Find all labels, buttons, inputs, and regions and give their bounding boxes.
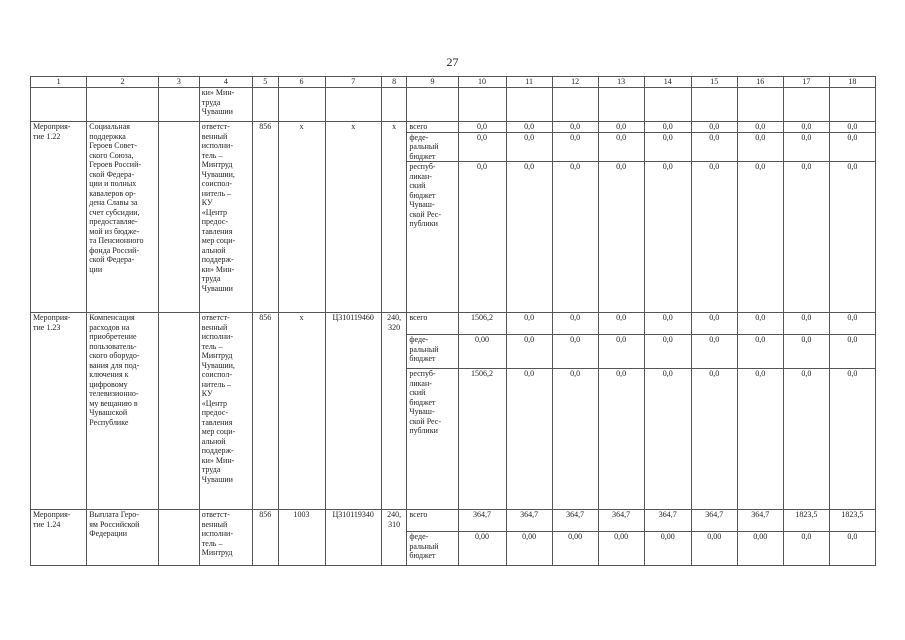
column-number-4: 4 bbox=[199, 77, 252, 88]
m123-value-3-col16: 0,0 bbox=[737, 369, 783, 510]
m124-measure-label: Мероприя- тие 1.24 bbox=[31, 510, 87, 566]
m123-value-1-col15: 0,0 bbox=[691, 313, 737, 335]
m123-value-3-col15: 0,0 bbox=[691, 369, 737, 510]
m123-value-1-col16: 0,0 bbox=[737, 313, 783, 335]
continuation-cell bbox=[158, 88, 199, 122]
m124-code-cell-blank bbox=[278, 532, 325, 566]
m123-value-3-col13: 0,0 bbox=[598, 369, 644, 510]
m123-value-2-col16: 0,0 bbox=[737, 335, 783, 369]
m123-value-3-col14: 0,0 bbox=[644, 369, 691, 510]
m122-value-1-col12: 0,0 bbox=[552, 122, 598, 133]
column-number-18: 18 bbox=[829, 77, 875, 88]
m123-value-3-col11: 0,0 bbox=[506, 369, 552, 510]
continuation-cell bbox=[552, 88, 598, 122]
m124-expense-type-code: 240, 310 bbox=[381, 510, 407, 532]
m122-target-article-code: х bbox=[325, 122, 381, 133]
m123-target-article-code: Ц310119460 bbox=[325, 313, 381, 335]
continuation-cell bbox=[252, 88, 278, 122]
m123-code-cell-blank bbox=[381, 369, 407, 510]
m123-funding-source-3: респуб- ликан- ский бюджет Чуваш- ской Рес- публики bbox=[407, 369, 458, 510]
continuation-cell bbox=[458, 88, 506, 122]
m122-code-cell-blank bbox=[381, 162, 407, 313]
m124-value-2-col17: 0,0 bbox=[783, 532, 829, 566]
continuation-cell bbox=[598, 88, 644, 122]
m122-measure-empty-col3 bbox=[158, 122, 199, 313]
m122-value-1-col15: 0,0 bbox=[691, 122, 737, 133]
m123-value-2-col15: 0,0 bbox=[691, 335, 737, 369]
m123-code-cell-blank bbox=[325, 369, 381, 510]
m123-value-2-col18: 0,0 bbox=[829, 335, 875, 369]
column-number-10: 10 bbox=[458, 77, 506, 88]
m123-funding-source-1: всего bbox=[407, 313, 458, 335]
m123-value-3-col18: 0,0 bbox=[829, 369, 875, 510]
m122-value-1-col17: 0,0 bbox=[783, 122, 829, 133]
m122-value-2-col14: 0,0 bbox=[644, 132, 691, 162]
m122-value-2-col16: 0,0 bbox=[737, 132, 783, 162]
m124-funding-source-1: всего bbox=[407, 510, 458, 532]
m123-section-code: х bbox=[278, 313, 325, 335]
continuation-cell bbox=[691, 88, 737, 122]
m123-code-cell-blank bbox=[278, 369, 325, 510]
m123-funding-source-2: феде- ральный бюджет bbox=[407, 335, 458, 369]
m122-value-3-col18: 0,0 bbox=[829, 162, 875, 313]
column-number-6: 6 bbox=[278, 77, 325, 88]
m123-value-3-col17: 0,0 bbox=[783, 369, 829, 510]
m123-value-2-col11: 0,0 bbox=[506, 335, 552, 369]
m122-value-2-col11: 0,0 bbox=[506, 132, 552, 162]
m124-value-1-col10: 364,7 bbox=[458, 510, 506, 532]
m122-funding-source-3: респуб- ликан- ский бюджет Чуваш- ской Рес- публики bbox=[407, 162, 458, 313]
m122-code-cell-blank bbox=[278, 162, 325, 313]
m124-value-1-col11: 364,7 bbox=[506, 510, 552, 532]
m123-value-1-col12: 0,0 bbox=[552, 313, 598, 335]
m122-value-3-col12: 0,0 bbox=[552, 162, 598, 313]
column-number-5: 5 bbox=[252, 77, 278, 88]
m124-row-1 bbox=[31, 510, 876, 532]
m123-code-cell-blank bbox=[252, 369, 278, 510]
m122-expense-type-code: х bbox=[381, 122, 407, 133]
m123-code-cell-blank bbox=[381, 335, 407, 369]
m123-measure-responsible: ответст- венный исполни- тель – Минтруд Чувашии, соиспол- нитель – КУ «Центр предос- тавления мер соци- альной поддерж- ки» Мин- труда Чувашии bbox=[199, 313, 252, 510]
column-number-16: 16 bbox=[737, 77, 783, 88]
m122-value-2-col10: 0,0 bbox=[458, 132, 506, 162]
m122-code-cell-blank bbox=[252, 162, 278, 313]
column-number-3: 3 bbox=[158, 77, 199, 88]
m122-value-1-col16: 0,0 bbox=[737, 122, 783, 133]
m122-value-1-col13: 0,0 bbox=[598, 122, 644, 133]
m122-value-2-col12: 0,0 bbox=[552, 132, 598, 162]
column-number-7: 7 bbox=[325, 77, 381, 88]
column-number-13: 13 bbox=[598, 77, 644, 88]
m124-section-code: 1003 bbox=[278, 510, 325, 532]
m124-value-2-col15: 0,00 bbox=[691, 532, 737, 566]
m122-value-3-col15: 0,0 bbox=[691, 162, 737, 313]
m124-value-1-col14: 364,7 bbox=[644, 510, 691, 532]
header-row bbox=[31, 77, 876, 88]
m123-measure-name: Компенсация расходов на приобретение пользователь- ского оборудо- вания для под- ключения к цифровому телевизионно- му вещанию в Чувашской Республике bbox=[87, 313, 159, 510]
m123-value-1-col10: 1506,2 bbox=[458, 313, 506, 335]
m123-grbs-code: 856 bbox=[252, 313, 278, 335]
page-number: 27 bbox=[446, 55, 459, 69]
m122-value-3-col16: 0,0 bbox=[737, 162, 783, 313]
m123-value-2-col13: 0,0 bbox=[598, 335, 644, 369]
column-number-17: 17 bbox=[783, 77, 829, 88]
continuation-cell bbox=[829, 88, 875, 122]
continuation-cell bbox=[737, 88, 783, 122]
continuation-row bbox=[31, 88, 876, 122]
m124-grbs-code: 856 bbox=[252, 510, 278, 532]
m122-grbs-code: 856 bbox=[252, 122, 278, 133]
m123-value-2-col10: 0,00 bbox=[458, 335, 506, 369]
m122-value-3-col13: 0,0 bbox=[598, 162, 644, 313]
m122-code-cell-blank bbox=[252, 132, 278, 162]
m123-value-1-col13: 0,0 bbox=[598, 313, 644, 335]
m124-measure-empty-col3 bbox=[158, 510, 199, 566]
m122-value-3-col11: 0,0 bbox=[506, 162, 552, 313]
m122-value-1-col18: 0,0 bbox=[829, 122, 875, 133]
m122-funding-source-2: феде- ральный бюджет bbox=[407, 132, 458, 162]
m122-value-2-col18: 0,0 bbox=[829, 132, 875, 162]
m124-value-2-col18: 0,0 bbox=[829, 532, 875, 566]
m124-value-1-col17: 1823,5 bbox=[783, 510, 829, 532]
m122-value-1-col14: 0,0 bbox=[644, 122, 691, 133]
continuation-cell bbox=[644, 88, 691, 122]
m123-code-cell-blank bbox=[252, 335, 278, 369]
m124-value-2-col10: 0,00 bbox=[458, 532, 506, 566]
m124-value-1-col12: 364,7 bbox=[552, 510, 598, 532]
column-number-1: 1 bbox=[31, 77, 87, 88]
m123-value-2-col14: 0,0 bbox=[644, 335, 691, 369]
m124-code-cell-blank bbox=[252, 532, 278, 566]
continuation-cell bbox=[407, 88, 458, 122]
m123-expense-type-code: 240, 320 bbox=[381, 313, 407, 335]
continuation-cell bbox=[506, 88, 552, 122]
m122-funding-source-1: всего bbox=[407, 122, 458, 133]
m123-value-2-col17: 0,0 bbox=[783, 335, 829, 369]
m123-measure-empty-col3 bbox=[158, 313, 199, 510]
m122-code-cell-blank bbox=[278, 132, 325, 162]
m123-code-cell-blank bbox=[278, 335, 325, 369]
m122-measure-name: Социальная поддержка Героев Совет- ского Союза, Героев Россий- ской Федера- ции и полных кавалеров ор- дена Славы за счет субсидии, предоставляе- мой из бюдже- та Пенсионного фонда Россий- ской Федера- ции bbox=[87, 122, 159, 313]
m124-value-1-col13: 364,7 bbox=[598, 510, 644, 532]
m122-measure-responsible: ответст- венный исполни- тель – Минтруд Чувашии, соиспол- нитель – КУ «Центр предос- тавления мер соци- альной поддерж- ки» Мин- труда Чувашии bbox=[199, 122, 252, 313]
m123-value-1-col17: 0,0 bbox=[783, 313, 829, 335]
column-number-15: 15 bbox=[691, 77, 737, 88]
m122-value-1-col11: 0,0 bbox=[506, 122, 552, 133]
program-measures-table bbox=[30, 76, 876, 566]
column-number-14: 14 bbox=[644, 77, 691, 88]
continuation-cell bbox=[325, 88, 381, 122]
m122-value-1-col10: 0,0 bbox=[458, 122, 506, 133]
continuation-cell bbox=[87, 88, 159, 122]
continuation-cell bbox=[278, 88, 325, 122]
m122-value-3-col10: 0,0 bbox=[458, 162, 506, 313]
m124-funding-source-2: феде- ральный бюджет bbox=[407, 532, 458, 566]
continuation-cell bbox=[783, 88, 829, 122]
m123-value-3-col10: 1506,2 bbox=[458, 369, 506, 510]
continuation-cell bbox=[381, 88, 407, 122]
m122-section-code: х bbox=[278, 122, 325, 133]
column-number-11: 11 bbox=[506, 77, 552, 88]
m124-value-2-col16: 0,00 bbox=[737, 532, 783, 566]
m124-value-2-col11: 0,00 bbox=[506, 532, 552, 566]
m122-code-cell-blank bbox=[325, 162, 381, 313]
m122-measure-label: Мероприя- тие 1.22 bbox=[31, 122, 87, 313]
m124-value-2-col14: 0,00 bbox=[644, 532, 691, 566]
continuation-responsible: ки» Мин- труда Чувашии bbox=[199, 88, 252, 122]
m124-code-cell-blank bbox=[325, 532, 381, 566]
m124-value-1-col16: 364,7 bbox=[737, 510, 783, 532]
m123-value-3-col12: 0,0 bbox=[552, 369, 598, 510]
m123-row-1 bbox=[31, 313, 876, 335]
m122-value-2-col17: 0,0 bbox=[783, 132, 829, 162]
m122-code-cell-blank bbox=[325, 132, 381, 162]
m123-code-cell-blank bbox=[325, 335, 381, 369]
column-number-12: 12 bbox=[552, 77, 598, 88]
m124-value-2-col12: 0,00 bbox=[552, 532, 598, 566]
m123-measure-label: Мероприя- тие 1.23 bbox=[31, 313, 87, 510]
m124-measure-responsible: ответст- венный исполни- тель – Минтруд bbox=[199, 510, 252, 566]
m124-value-1-col15: 364,7 bbox=[691, 510, 737, 532]
m124-value-2-col13: 0,00 bbox=[598, 532, 644, 566]
m122-row-1 bbox=[31, 122, 876, 133]
m123-value-1-col18: 0,0 bbox=[829, 313, 875, 335]
column-number-9: 9 bbox=[407, 77, 458, 88]
column-number-2: 2 bbox=[87, 77, 159, 88]
m124-value-1-col18: 1823,5 bbox=[829, 510, 875, 532]
m123-value-1-col11: 0,0 bbox=[506, 313, 552, 335]
m122-value-3-col17: 0,0 bbox=[783, 162, 829, 313]
m122-value-3-col14: 0,0 bbox=[644, 162, 691, 313]
m124-code-cell-blank bbox=[381, 532, 407, 566]
m123-value-2-col12: 0,0 bbox=[552, 335, 598, 369]
m123-value-1-col14: 0,0 bbox=[644, 313, 691, 335]
m122-code-cell-blank bbox=[381, 132, 407, 162]
m122-value-2-col15: 0,0 bbox=[691, 132, 737, 162]
m124-target-article-code: Ц310119340 bbox=[325, 510, 381, 532]
m124-measure-name: Выплата Геро- ям Российской Федерации bbox=[87, 510, 159, 566]
m122-value-2-col13: 0,0 bbox=[598, 132, 644, 162]
continuation-cell bbox=[31, 88, 87, 122]
column-number-8: 8 bbox=[381, 77, 407, 88]
